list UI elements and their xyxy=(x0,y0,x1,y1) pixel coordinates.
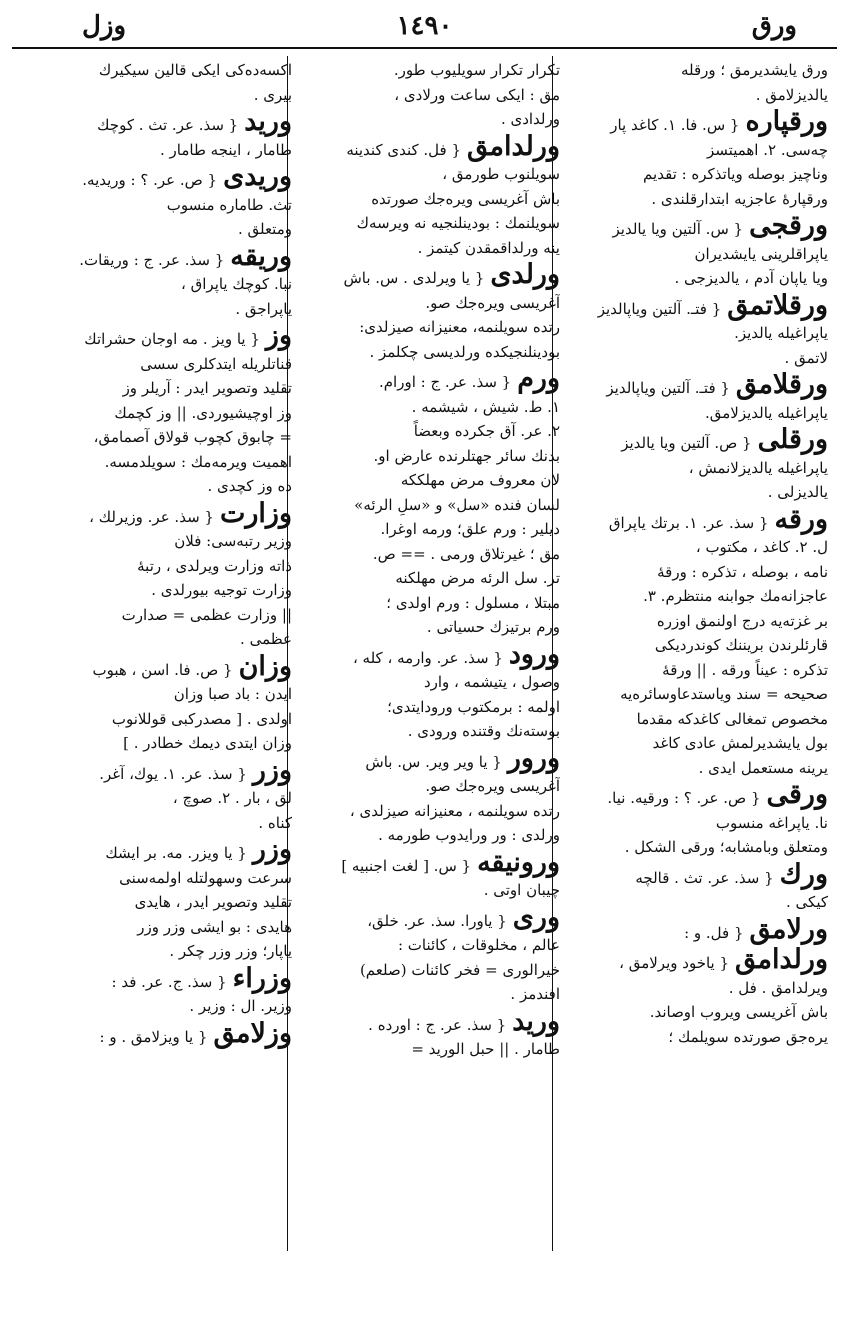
dictionary-entry xyxy=(30,161,292,242)
entry-line xyxy=(298,291,560,316)
definition-text: { ص. عر. ؟ : ورقيه. نيا. xyxy=(607,789,761,807)
entry-line xyxy=(298,395,560,420)
definition-text: يالديزلى . xyxy=(767,483,828,501)
dictionary-entry xyxy=(30,320,292,499)
definition-text: خيرالورى = فخر كائنات (صلعم) xyxy=(359,960,560,979)
definition-text: ديلير : ورم علق؛ ورمه اوغرا. xyxy=(380,520,560,538)
entry-line xyxy=(566,106,828,138)
entry-line xyxy=(566,731,828,756)
entry-line xyxy=(566,913,828,946)
definition-text: { ص. فا. اسن ، هبوب xyxy=(92,660,233,679)
dictionary-entry xyxy=(30,754,292,836)
definition-text: { سذ. عر. ج : اورام. xyxy=(379,373,512,391)
entry-line xyxy=(566,1000,828,1025)
entry-line xyxy=(298,162,560,187)
entry-line xyxy=(566,162,828,187)
definition-text: تقليد وتصوير ايدر ، هايدى xyxy=(134,893,292,911)
headword: وزلامق xyxy=(213,1017,292,1049)
definition-text: اهميت ويرمه‌مك : سويلدمسه. xyxy=(104,452,292,471)
definition-text: مخصوص تمغالى كاغدكه مقدما xyxy=(636,709,828,728)
definition-text: ورقپارهٔ عاجزيه ابتدارقلندى . xyxy=(651,189,828,208)
entry-line xyxy=(298,236,560,261)
entry-line xyxy=(298,315,560,340)
entry-line xyxy=(30,450,292,475)
headword: ورلامق xyxy=(749,913,828,945)
dictionary-entry xyxy=(566,503,828,781)
definition-text: وناچيز بوصله وياتذكره : تقديم xyxy=(643,165,828,183)
entry-line xyxy=(298,211,560,236)
headword: وز xyxy=(265,320,292,351)
entry-line xyxy=(30,915,292,940)
definition-text: تقليد وتصوير ايدر : آريلر وز xyxy=(122,379,292,397)
definition-text: سرعت وسهولتله اولمه‌سنى xyxy=(119,868,292,887)
definition-text: { سذ. عر. ١. يوك، آغر. xyxy=(99,764,247,783)
definition-text: وز اوچيشيوردى. || وز كچمك xyxy=(114,403,292,422)
entry-line xyxy=(298,566,560,591)
definition-text: { ص. عر. ؟ : وريديه. xyxy=(82,171,218,189)
entry-line xyxy=(30,682,292,707)
definition-text: طامار . || حبل الوريد = xyxy=(411,1040,560,1058)
headword: وزان xyxy=(238,650,292,682)
headword: وريقه xyxy=(230,240,292,272)
entry-line xyxy=(298,901,560,934)
definition-text: ١. ط. شيش ، شيشمه . xyxy=(411,397,560,416)
entry-line xyxy=(30,834,292,866)
headword: وزر xyxy=(252,754,292,786)
dictionary-entry xyxy=(298,363,560,640)
definition-text: هايدى : بو ايشى وزر وزر xyxy=(137,917,292,936)
definition-text: { فل. و : xyxy=(684,923,744,942)
definition-text: { ياورا. سذ. عر. خلق، xyxy=(367,911,507,930)
entry-line xyxy=(30,161,292,193)
entry-line xyxy=(566,242,828,267)
definition-text: { س. [ لغت اجنبيه ] xyxy=(341,856,472,875)
definition-text: { سذ. عر. ١. برتك ياپراق xyxy=(608,513,769,532)
header-rule xyxy=(12,47,837,49)
entry-line xyxy=(566,560,828,585)
definition-text: { س. فا. ١. كاغد پار xyxy=(610,116,740,134)
headword: ورى xyxy=(512,901,560,933)
definition-text: { سذ. عر. وزيرلك ، xyxy=(89,507,214,526)
definition-text: تر. سل الرئه مرض مهلكنه xyxy=(395,569,560,587)
entry-line xyxy=(298,493,560,518)
dictionary-entry xyxy=(298,1005,560,1062)
definition-text: بوسته‌نك وقتنده ورودى . xyxy=(407,722,560,740)
headword: ورقى xyxy=(766,779,828,810)
definition-text: = چابوق كچوب قولاق آصمامق، xyxy=(93,428,292,446)
dictionary-entry xyxy=(298,130,560,261)
definition-text: قارئلرندن بريننك كوندرديكى xyxy=(654,636,828,654)
entry-line xyxy=(30,866,292,891)
definition-text: بدنك سائر جهتلرنده عارض او. xyxy=(373,446,560,465)
entry-line xyxy=(30,939,292,964)
entry-line xyxy=(30,240,292,273)
entry-line xyxy=(30,352,292,377)
headword: وريدى xyxy=(223,161,292,192)
dictionary-entry xyxy=(30,650,292,756)
definition-text: ويرلدامق . فل . xyxy=(728,978,828,997)
entry-line xyxy=(566,58,828,83)
entry-line xyxy=(566,369,828,401)
entry-line xyxy=(298,933,560,958)
entry-line xyxy=(298,670,560,695)
definition-text: ل. ٢. كاغد ، مكتوب ، xyxy=(695,538,828,556)
definition-text: لسان فنده «سل» و «سلِ الرئه» xyxy=(354,495,560,514)
definition-text: بيرى . xyxy=(253,85,292,104)
headword: ورقلامق xyxy=(735,369,828,400)
entry-line xyxy=(30,497,292,530)
entry-line xyxy=(298,823,560,848)
definition-text: يرينه مستعمل ايدى . xyxy=(698,758,828,777)
entry-line xyxy=(298,638,560,671)
definition-text: ايدن : باد صبا وزان xyxy=(173,685,292,703)
entry-line xyxy=(566,1025,828,1050)
entry-line xyxy=(30,707,292,732)
definition-text: يره‌جق صورتده سويلمك ؛ xyxy=(668,1027,828,1046)
dictionary-entry xyxy=(298,58,560,132)
definition-text: ورق يايشديرمق ؛ ورقله xyxy=(680,61,828,79)
entry-line xyxy=(566,138,828,163)
dictionary-entry xyxy=(566,913,828,946)
entry-line xyxy=(30,890,292,915)
column-right xyxy=(566,58,828,1248)
entry-line xyxy=(298,615,560,640)
headword: ورقلاتمق xyxy=(727,289,828,321)
headword: ورقلى xyxy=(757,424,828,455)
entry-line xyxy=(566,658,828,683)
entry-line xyxy=(298,695,560,720)
definition-text: مبتلا ، مسلول : ورم اولدى ؛ xyxy=(386,593,560,612)
entry-line xyxy=(30,474,292,499)
entry-line xyxy=(566,503,828,536)
entry-line xyxy=(298,468,560,493)
dictionary-entry xyxy=(30,1017,292,1050)
entry-line xyxy=(566,707,828,732)
dictionary-entry xyxy=(30,834,292,964)
definition-text: || وزارت عظمى = صدارت xyxy=(121,605,292,624)
entry-line xyxy=(30,578,292,603)
definition-text: تكرار تكرار سويليوب طور. xyxy=(393,61,560,79)
entry-line xyxy=(298,542,560,567)
entry-line xyxy=(30,376,292,401)
dictionary-entry xyxy=(566,210,828,291)
dictionary-entry xyxy=(566,779,828,860)
definition-text: ذاته وزارت ويرلدى ، رتبهٔ xyxy=(137,556,292,575)
definition-text: مق ؛ غيرتلاق ورمى . == ص. xyxy=(372,544,560,563)
entry-line xyxy=(30,554,292,579)
entry-line xyxy=(30,627,292,652)
guide-word-left: وزل xyxy=(82,11,127,41)
definition-text: { ياخود ويرلامق ، xyxy=(619,954,730,972)
entry-line xyxy=(30,297,292,322)
headword: ورلدى xyxy=(490,259,560,290)
entry-line xyxy=(298,107,560,132)
definition-text: ياپار؛ وزر وزر چكر . xyxy=(169,942,292,960)
entry-line xyxy=(298,340,560,365)
entry-line xyxy=(298,419,560,444)
definition-text: { يا ويزلامق . و : xyxy=(99,1027,208,1046)
entry-line xyxy=(298,259,560,291)
entry-line xyxy=(298,130,560,163)
column-left xyxy=(30,58,292,1248)
entry-line xyxy=(566,584,828,609)
dictionary-entry xyxy=(298,901,560,1007)
headword: ورود xyxy=(508,638,560,670)
definition-text: تذكره : عيناً ورقه . || ورقهٔ xyxy=(662,660,828,679)
entry-line xyxy=(30,401,292,426)
entry-line xyxy=(566,890,828,915)
dictionary-entry xyxy=(298,259,560,364)
entry-line xyxy=(30,83,292,108)
entry-line xyxy=(30,138,292,163)
definition-text: { سذ. عر. تث . كوچك xyxy=(97,116,239,134)
definition-text: رتده سويلنمه، معنيزانه صيزلدى: xyxy=(359,318,560,336)
definition-text: مق : ايكى ساعت ورلادى ، xyxy=(394,85,560,104)
entry-line xyxy=(30,786,292,811)
definition-text: باش آغريسى ويروب اوصاند. xyxy=(649,1003,828,1021)
headword: وريد xyxy=(512,1005,560,1037)
entry-line xyxy=(30,529,292,554)
entry-line xyxy=(30,962,292,995)
entry-line xyxy=(298,799,560,824)
entry-line xyxy=(566,321,828,346)
definition-text: كيكى . xyxy=(786,893,828,911)
entry-line xyxy=(566,944,828,976)
entry-line xyxy=(298,774,560,799)
entry-line xyxy=(30,1017,292,1050)
entry-line xyxy=(566,187,828,212)
entry-line xyxy=(566,456,828,481)
definition-text: { فل. كندى كندينه xyxy=(346,140,462,159)
dictionary-entry xyxy=(566,58,828,107)
definition-text: ياپراغيله يالديزلانمش ، xyxy=(688,458,828,477)
entry-line xyxy=(30,603,292,628)
definition-text: سويلنوب طورمق ، xyxy=(442,165,560,183)
definition-text: { فتـ. آلتين وياپالديز xyxy=(597,299,722,318)
headword: ورلدامق xyxy=(735,944,828,975)
entry-line xyxy=(30,320,292,352)
entry-line xyxy=(30,272,292,297)
definition-text: وزارت توجيه بيورلدى . xyxy=(151,581,292,599)
headword: ورك xyxy=(779,858,828,890)
definition-text: ورم برتيزك حسياتى . xyxy=(426,618,560,636)
entry-line xyxy=(298,517,560,542)
entry-line xyxy=(298,878,560,903)
entry-line xyxy=(566,835,828,860)
dictionary-entry xyxy=(566,944,828,1049)
entry-line xyxy=(298,187,560,212)
entry-line xyxy=(298,742,560,775)
dictionary-entry xyxy=(298,742,560,848)
entry-line xyxy=(30,994,292,1019)
definition-text: چيبان اوتى . xyxy=(483,881,560,899)
headword: ورقه xyxy=(774,503,828,535)
entry-line xyxy=(30,731,292,756)
definition-text: لاتمق . xyxy=(784,348,828,367)
definition-text: بر غزته‌يه درج اولنمق اوزره xyxy=(656,611,828,630)
entry-line xyxy=(298,444,560,469)
dictionary-entry xyxy=(566,289,828,371)
definition-text: باش آغريسى ويره‌جك صورتده xyxy=(371,189,560,208)
dictionary-entry xyxy=(298,846,560,903)
definition-text: وزير. ال : وزير . xyxy=(189,997,292,1015)
entry-line xyxy=(30,58,292,83)
dictionary-entry xyxy=(566,369,828,425)
definition-text: ٢. عر. آق جكرده وبعضاً xyxy=(413,422,560,440)
entry-line xyxy=(298,846,560,879)
definition-text: ياپراجق . xyxy=(235,299,292,318)
definition-text: { فتـ. آلتين وياپالديز xyxy=(606,379,730,397)
dictionary-entry xyxy=(298,638,560,744)
definition-text: { س. آلتين ويا يالديز xyxy=(612,220,744,238)
headword: وريد xyxy=(244,106,292,137)
entry-line xyxy=(566,682,828,707)
guide-word-right: ورق xyxy=(751,11,797,41)
definition-text: افندمز . xyxy=(510,985,560,1003)
entry-line xyxy=(298,1005,560,1038)
headword: ورونيقه xyxy=(477,846,560,878)
entry-line xyxy=(298,83,560,108)
definition-text: { سذ. عر. تث . قالچه xyxy=(635,868,774,887)
definition-text: ورلدى : ور ورايدوب طورمه . xyxy=(378,826,560,844)
definition-text: { يا ويز . مه اوجان حشراتك xyxy=(84,330,260,348)
definition-text: ياپراغيله يالديزلامق. xyxy=(704,403,828,422)
headword: وزارت xyxy=(219,497,292,529)
definition-text: ويا ياپان آدم ، يالديزجى . xyxy=(674,269,828,287)
dictionary-entry xyxy=(566,858,828,915)
definition-text: { يا ويرلدى . س. باش xyxy=(343,269,485,287)
definition-text: عالم ، مخلوقات ، كائنات : xyxy=(397,936,560,954)
definition-text: صحيحه = سند وياستدعاوسائره‌يه xyxy=(620,685,828,703)
entry-line xyxy=(298,58,560,83)
headword: ورور xyxy=(507,742,560,774)
entry-line xyxy=(566,633,828,658)
entry-line xyxy=(298,982,560,1007)
headword: وزر xyxy=(252,834,292,865)
definition-text: يالديزلامق . xyxy=(755,85,828,104)
definition-text: ورلدادى . xyxy=(500,110,560,128)
entry-line xyxy=(30,217,292,242)
entry-line xyxy=(30,106,292,138)
entry-line xyxy=(566,779,828,811)
definition-text: { ص. آلتين ويا يالديز xyxy=(621,434,752,452)
definition-text: { سذ. عر. وارمه ، كله ، xyxy=(352,648,503,667)
entry-line xyxy=(566,210,828,242)
definition-text: ينه ورلداقمقدن كيتمز . xyxy=(417,238,560,257)
entry-line xyxy=(30,425,292,450)
entry-line xyxy=(566,83,828,108)
definition-text: آغريسى ويره‌جك صو. xyxy=(425,777,560,795)
definition-text: آغريسى ويره‌جك صو. xyxy=(425,293,560,312)
definition-text: لان معروف مرض مهلككه xyxy=(400,471,560,489)
entry-line xyxy=(566,535,828,560)
definition-text: ده وز كچدى . xyxy=(207,477,292,495)
entry-line xyxy=(298,958,560,983)
definition-text: وزير رتبه‌سى: فلان xyxy=(174,532,292,550)
entry-line xyxy=(298,1037,560,1062)
entry-line xyxy=(566,609,828,634)
definition-text: وزان ايتدى ديمك خطادر . ] xyxy=(123,734,292,752)
dictionary-entry xyxy=(30,240,292,322)
entry-line xyxy=(298,591,560,616)
definition-text: { سذ. عر. ج : اورده . xyxy=(368,1015,507,1034)
definition-text: رتده سويلنمه ، معنيزانه صيزلدى ، xyxy=(349,801,560,820)
dictionary-entry xyxy=(30,106,292,162)
definition-text: كناه . xyxy=(258,813,292,832)
definition-text: عاجزانه‌مك جوابنه منتظرم. ٣. xyxy=(643,587,828,605)
definition-text: تث. طاماره منسوب xyxy=(166,195,292,214)
definition-text: نا. ياپراغه منسوب xyxy=(715,813,828,832)
column-middle xyxy=(298,58,560,1248)
definition-text: ومتعلق . xyxy=(237,220,292,238)
dictionary-entry xyxy=(30,962,292,1019)
entry-line xyxy=(30,754,292,787)
entry-line xyxy=(566,480,828,505)
definition-text: اولمه : برمكتوب ورودايتدى؛ xyxy=(387,697,560,716)
entry-line xyxy=(30,811,292,836)
headword: ورم xyxy=(517,363,560,394)
dictionary-entry xyxy=(566,424,828,505)
definition-text: نامه ، بوصله ، تذكره : ورقهٔ xyxy=(657,562,828,581)
dictionary-entry xyxy=(566,106,828,211)
definition-text: طامار ، اينجه طامار . xyxy=(160,140,292,159)
definition-text: اولدى . [ مصدركبى قوللانوب xyxy=(111,709,292,728)
definition-text: { يا ويزر. مه. بر ايشك xyxy=(105,844,247,862)
definition-text: ياپراغيله يالديز. xyxy=(734,324,828,342)
page-header xyxy=(12,6,837,46)
entry-line xyxy=(566,858,828,891)
definition-text: { سذ. ج. عر. فد : xyxy=(111,972,227,991)
definition-text: سويلنمك : بودينلنجيه نه ويرسه‌ك xyxy=(356,214,560,232)
entry-line xyxy=(566,346,828,371)
definition-text: ياپراقلرينى يايشديران xyxy=(694,244,828,263)
definition-text: وصول ، يتيشمه ، وارد xyxy=(423,673,560,691)
entry-line xyxy=(566,811,828,836)
headword: ورقجى xyxy=(749,210,828,241)
definition-text: { يا وير وير. س. باش xyxy=(365,752,502,771)
entry-line xyxy=(566,756,828,781)
dictionary-entry xyxy=(30,497,292,652)
entry-line xyxy=(566,401,828,426)
entry-line xyxy=(30,650,292,683)
entry-line xyxy=(298,363,560,395)
definition-text: اكسه‌ده‌كى ايكى قالين سيكيرك xyxy=(98,61,292,79)
definition-text: بول يايشديرلمش عادى كاغد xyxy=(652,734,828,752)
entry-line xyxy=(566,976,828,1001)
definition-text: عظمى . xyxy=(240,630,292,648)
entry-line xyxy=(30,193,292,218)
headword: ورلدامق xyxy=(467,130,560,162)
entry-line xyxy=(566,266,828,291)
definition-text: قناتلريله ايتدكلرى سسى xyxy=(140,354,292,373)
entry-line xyxy=(566,424,828,456)
definition-text: چه‌سى. ٢. اهميتسز xyxy=(707,140,828,159)
definition-text: { سذ. عر. ج : وريقات. xyxy=(79,250,225,269)
headword: ورقپاره xyxy=(745,106,828,137)
definition-text: لق ، بار . ٢. صوچ ، xyxy=(172,789,292,807)
page-number: ١٤٩٠ xyxy=(396,11,453,41)
entry-line xyxy=(298,719,560,744)
entry-line xyxy=(566,289,828,322)
definition-text: ومتعلق وبامشابه؛ ورقى الشكل . xyxy=(624,838,828,856)
dictionary-entry xyxy=(30,58,292,107)
headword: وزراء xyxy=(232,962,292,994)
definition-text: نبا. كوچك ياپراق ، xyxy=(181,275,292,293)
definition-text: بودينلنجيكده ورلديسى چكلمز . xyxy=(369,342,560,361)
